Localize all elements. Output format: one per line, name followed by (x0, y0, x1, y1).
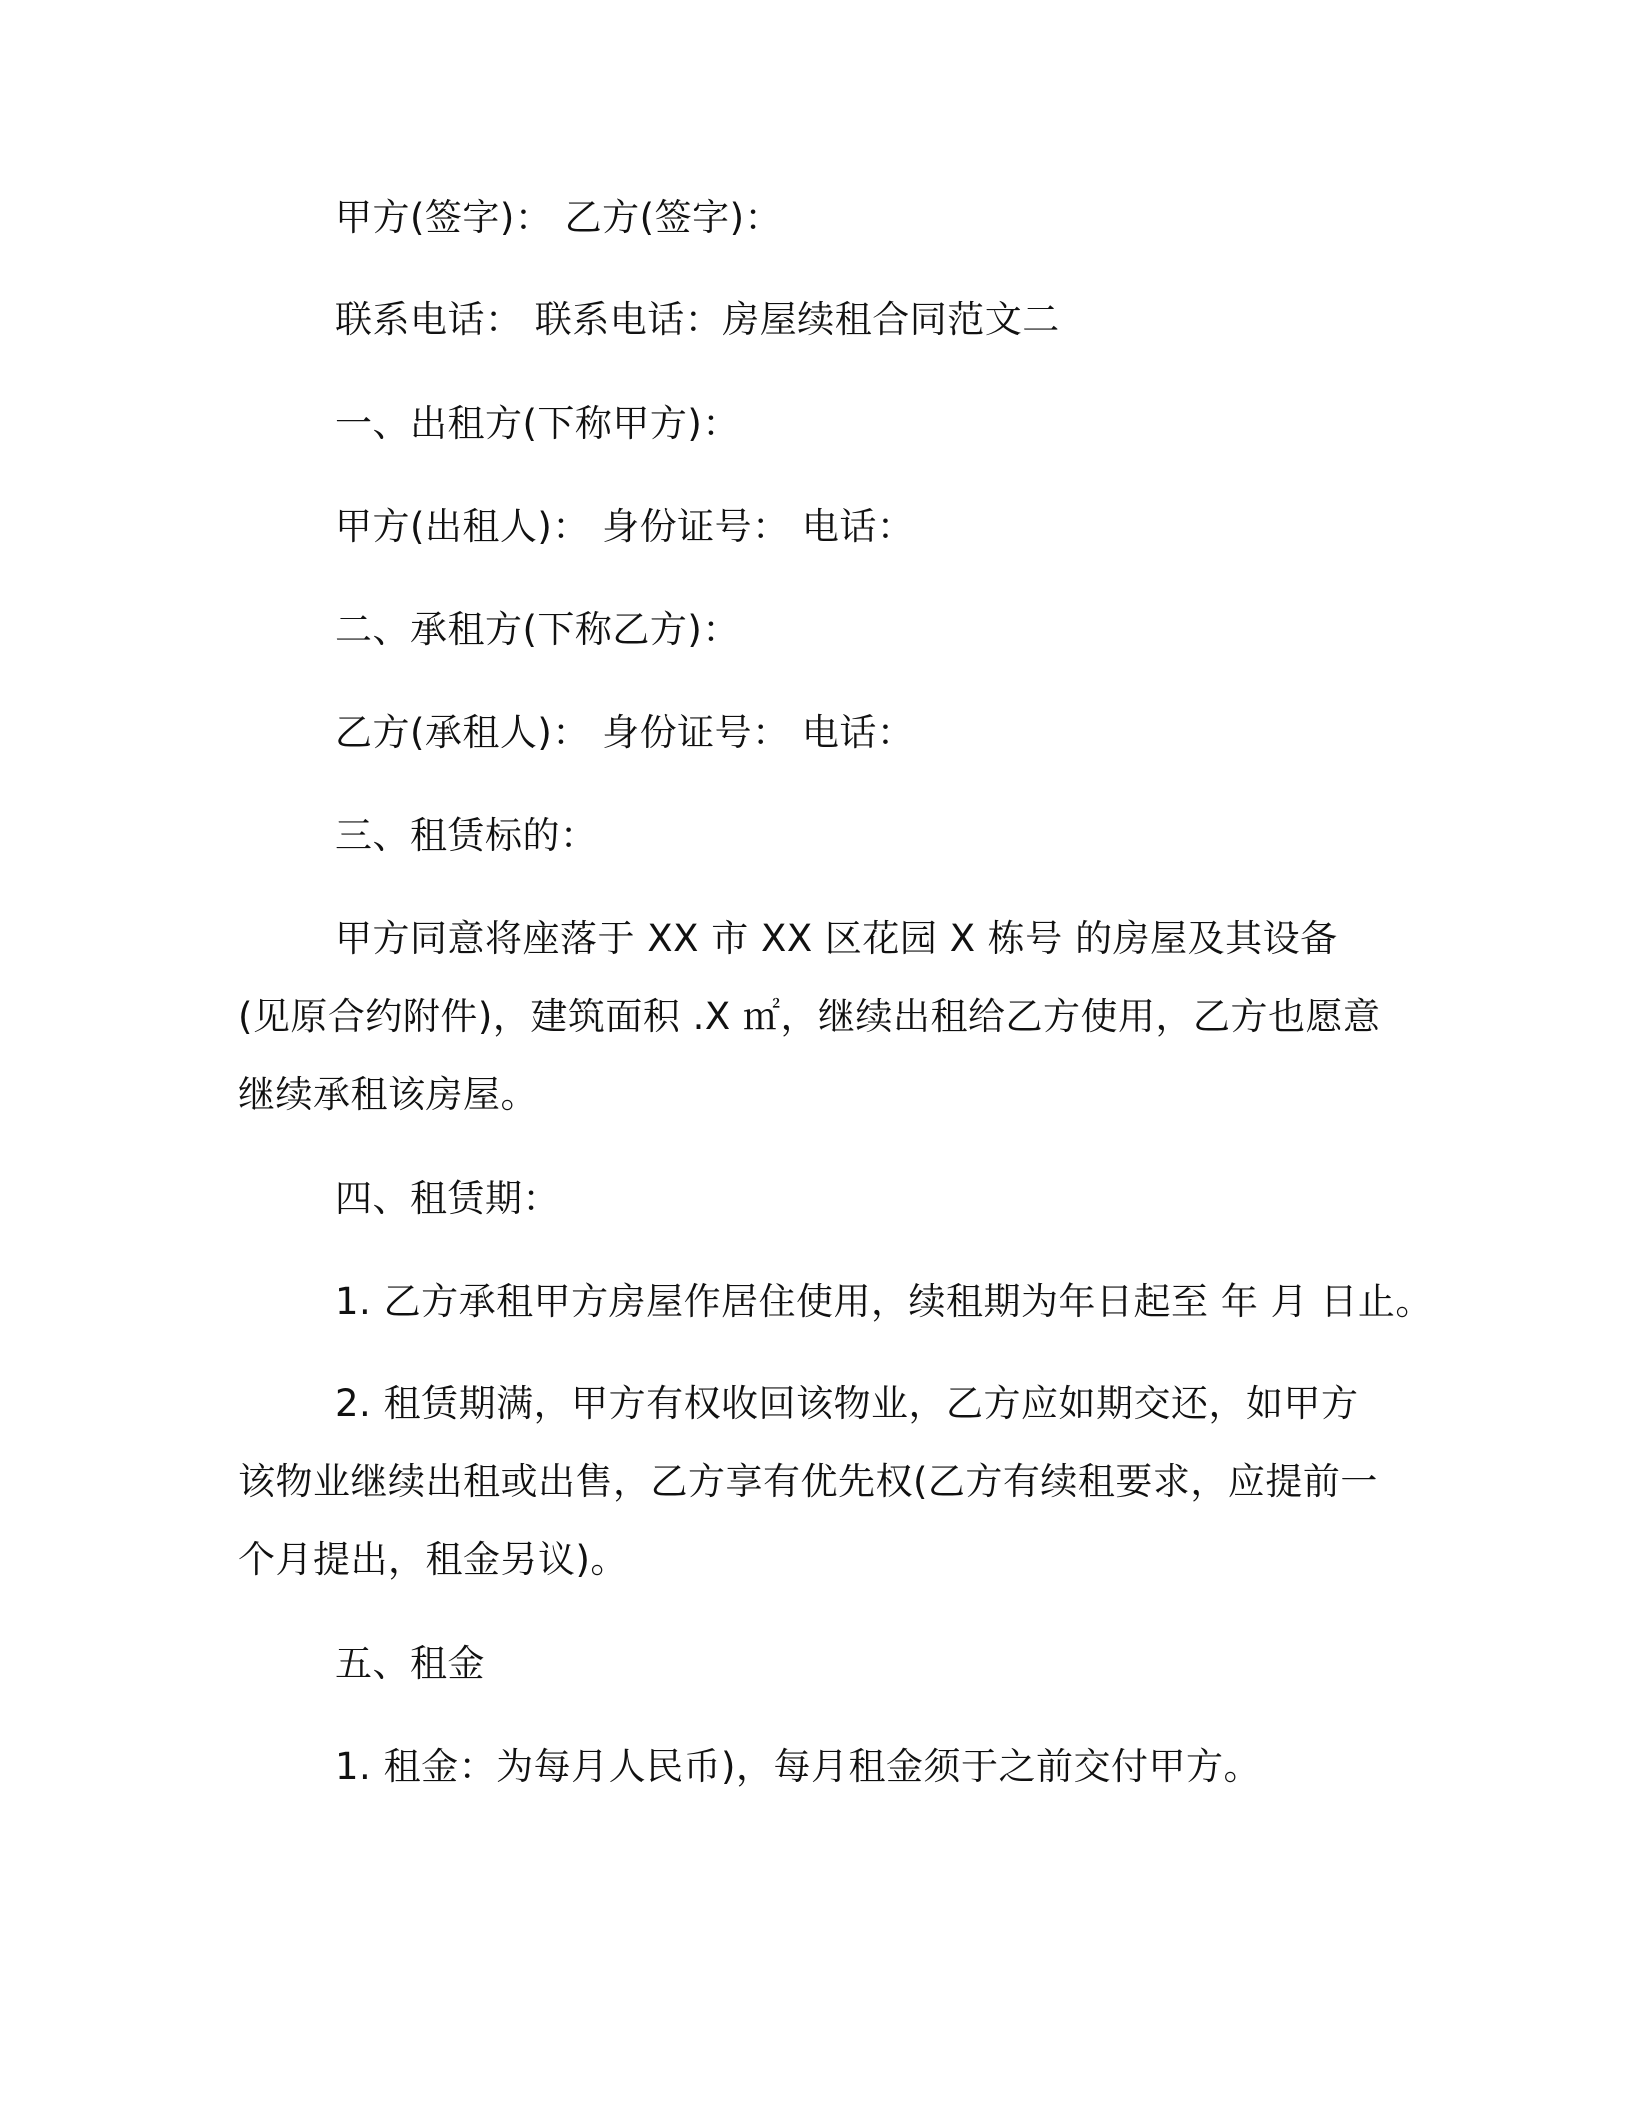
rent-clause-1: 1. 租金：为每月人民币)，每月租金须于之前交付甲方。 (335, 1745, 1261, 1788)
section-heading-rent: 五、租金 (335, 1642, 485, 1685)
contact-phone-line: 联系电话： 联系电话：房屋续租合同范文二 (335, 298, 1060, 341)
lessee-info-line: 乙方(承租人)： 身份证号： 电话： (335, 711, 915, 754)
subject-paragraph: 甲方同意将座落于 XX 市 XX 区花园 X 栋号 的房屋及其设备(见原合约附件)，建筑面积 .X ㎡，继续出租给乙方使用，乙方也愿意继续承租该房屋。 (238, 917, 1381, 1116)
term-clause-1: 1. 乙方承租甲方房屋作居住使用，续租期为年日起至 年 月 日止。 (335, 1280, 1433, 1323)
lessor-info-line: 甲方(出租人)： 身份证号： 电话： (335, 505, 915, 548)
section-heading-lessee: 二、承租方(下称乙方)： (335, 608, 740, 651)
section-heading-subject: 三、租赁标的： (335, 814, 598, 857)
section-heading-lessor: 一、出租方(下称甲方)： (335, 402, 740, 445)
signature-line: 甲方(签字)： 乙方(签字)： (335, 196, 783, 239)
section-heading-term: 四、租赁期： (335, 1177, 560, 1220)
term-clause-2: 2. 租赁期满，甲方有权收回该物业，乙方应如期交还，如甲方该物业继续出租或出售，乙方享有优先权(乙方有续租要求，应提前一个月提出，租金另议)。 (238, 1382, 1378, 1581)
